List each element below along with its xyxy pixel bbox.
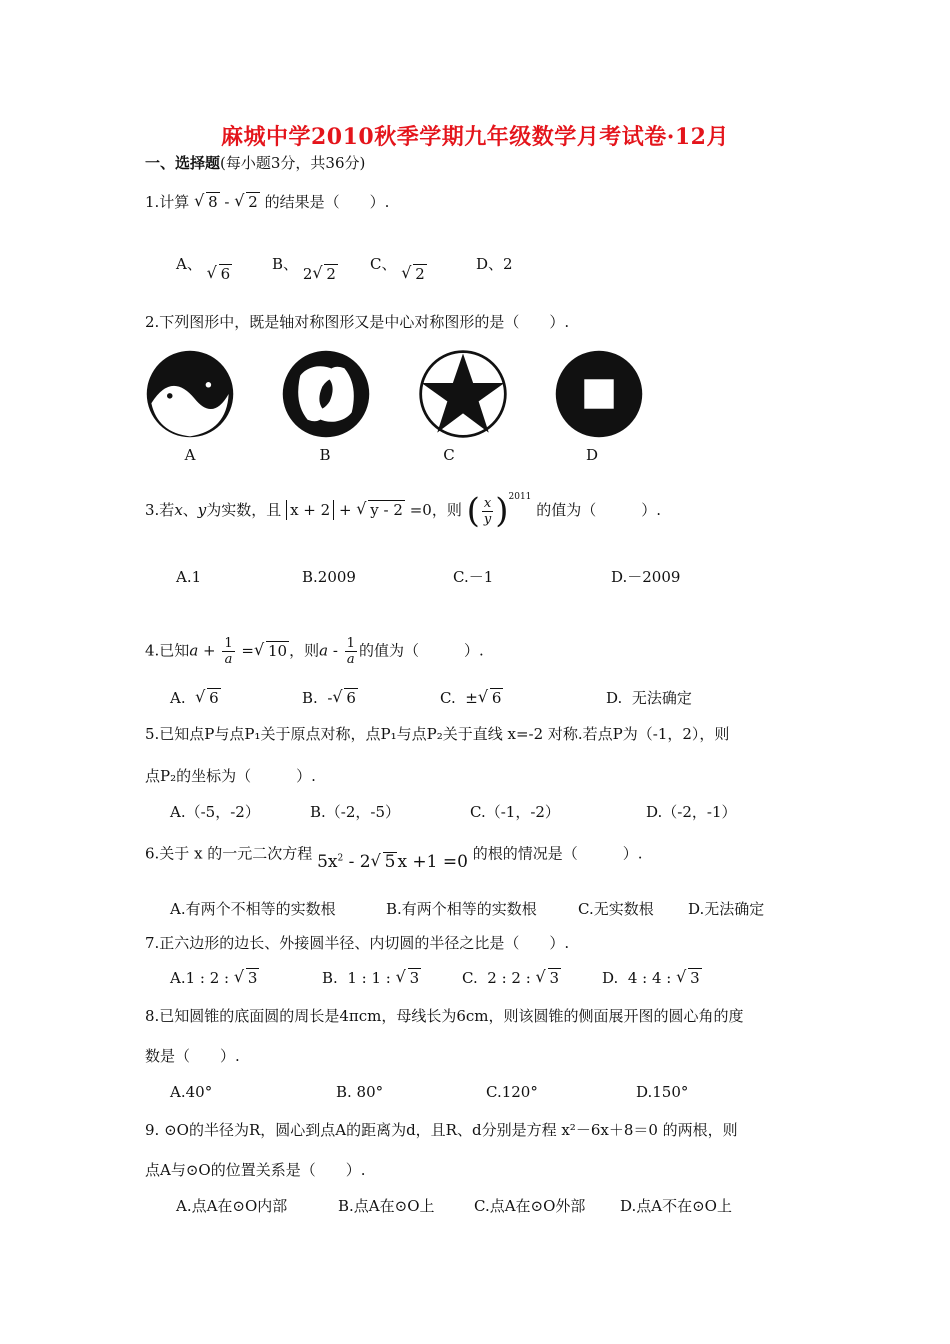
q8-option-b[interactable]: B. 80° (336, 1083, 384, 1101)
question-2: 2.下列图形中，既是轴对称图形又是中心对称图形的是（ ）. (145, 313, 570, 331)
q7-option-c[interactable]: C. 2 : 2 : √ 3 (462, 966, 561, 990)
question-9-line-2: 点A与⊙O的位置关系是（ ）. (145, 1161, 366, 1179)
q9-option-c[interactable]: C.点A在⊙O外部 (474, 1197, 586, 1215)
q1-sqrt-b: √ 2 (236, 190, 260, 214)
q9-option-d[interactable]: D.点A不在⊙O上 (620, 1197, 732, 1215)
q6-option-a[interactable]: A.有两个不相等的实数根 (170, 900, 336, 918)
q5-option-d[interactable]: D.（-2，-1） (646, 803, 737, 821)
q5-option-a[interactable]: A.（-5，-2） (170, 803, 260, 821)
q3-option-b[interactable]: B.2009 (302, 568, 356, 586)
q3-sqrt-expr: √ y - 2 (358, 498, 405, 522)
page-title: 麻城中学2010秋季学期九年级数学月考试卷·12月 (220, 124, 729, 150)
q1-prefix: 1.计算 (145, 193, 190, 211)
q5-option-c[interactable]: C.（-1，-2） (470, 803, 560, 821)
swirl-emblem-icon[interactable] (280, 348, 372, 440)
question-5-line-2: 点P₂的坐标为（ ）. (145, 767, 316, 785)
q7-option-d[interactable]: D. 4 : 4 : √ 3 (602, 966, 702, 990)
q1-option-b[interactable]: B、 2√ 2 (272, 252, 338, 276)
q1-option-d[interactable]: D、2 (476, 255, 513, 273)
question-7: 7.正六边形的边长、外接圆半径、内切圆的半径之比是（ ）. (145, 934, 570, 952)
figure-label-a: A (184, 446, 196, 464)
q3-abs-expr: x + 2 (286, 500, 334, 520)
q4-option-d[interactable]: D. 无法确定 (606, 689, 692, 707)
q3-option-c[interactable]: C.－1 (453, 568, 494, 586)
question-8-line-2: 数是（ ）. (145, 1047, 240, 1065)
question-1 (145, 190, 389, 214)
q5-option-b[interactable]: B.（-2，-5） (310, 803, 401, 821)
figure-label-c: C (443, 446, 455, 464)
q1-sqrt-a: √ 8 (196, 190, 220, 214)
q1-minus: - (219, 193, 235, 211)
q3-option-a[interactable]: A.1 (176, 568, 202, 586)
section-heading (145, 151, 365, 175)
question-5-line-1: 5.已知点P与点P₁关于原点对称，点P₁与点P₂关于直线 x=-2 对称.若点P为（-1，2），则 (145, 725, 730, 743)
yin-yang-icon[interactable] (144, 348, 236, 440)
q4-option-a[interactable]: A. √ 6 (170, 686, 221, 710)
section-note: (每小题3分，共36分) (220, 154, 366, 172)
section-heading-text: 一、选择题 (145, 154, 221, 172)
q6-equation: $5x^2 - 2√$ 5 x +1 =0 (317, 852, 468, 872)
q7-option-a[interactable]: A.1 : 2 : √ 3 (170, 966, 259, 990)
q4-option-b[interactable]: B. -√ 6 (302, 686, 358, 710)
q6-option-d[interactable]: D.无法确定 (688, 900, 765, 918)
q3-fraction-power: ( $\frac{x}{y}$ ) $^{2011}$ (466, 491, 532, 531)
question-3: 3.若x、y为实数，且 x + 2 + √ y - 2 =0，则 ( $\frac{x}{y}$ ) $^{2011}$ 的值为（ ）. (145, 494, 661, 528)
q6-option-b[interactable]: B.有两个相等的实数根 (386, 900, 537, 918)
q7-option-b[interactable]: B. 1 : 1 : √ 3 (322, 966, 421, 990)
q8-option-a[interactable]: A.40° (170, 1083, 213, 1101)
q4-option-c[interactable]: C. ±√ 6 (440, 686, 503, 710)
q1-option-c[interactable]: C、 √ 2 (370, 252, 427, 276)
figure-label-b: B (319, 446, 331, 464)
figure-label-d: D (585, 446, 599, 464)
q1-suffix: 的结果是（ ）. (264, 193, 390, 211)
q6-option-c[interactable]: C.无实数根 (578, 900, 654, 918)
q1-option-a[interactable]: A、 √ 6 (176, 252, 232, 276)
question-6: 6.关于 x 的一元二次方程 $5x^2 - 2√$ 5 x +1 =0 的根的情况是（ ）. (145, 838, 643, 866)
star-in-circle-icon[interactable] (417, 348, 509, 440)
question-9-line-1: 9. ⊙O的半径为R，圆心到点A的距离为d，且R、d分别是方程 x²－6x＋8＝0 的两根，则 (145, 1121, 738, 1139)
q9-option-a[interactable]: A.点A在⊙O内部 (176, 1197, 288, 1215)
q8-option-c[interactable]: C.120° (486, 1083, 538, 1101)
question-8-line-1: 8.已知圆锥的底面圆的周长是4πcm，母线长为6cm，则该圆锥的侧面展开图的圆心角的度 (145, 1007, 744, 1025)
q9-option-b[interactable]: B.点A在⊙O上 (338, 1197, 435, 1215)
question-4: 4.已知a + $\frac{1}{a}$ =√ 10 ，则a - $\frac{1}{a}$ 的值为（ ）. (145, 636, 484, 667)
coin-square-hole-icon[interactable] (553, 348, 645, 440)
q8-option-d[interactable]: D.150° (636, 1083, 689, 1101)
q3-option-d[interactable]: D.－2009 (611, 568, 681, 586)
